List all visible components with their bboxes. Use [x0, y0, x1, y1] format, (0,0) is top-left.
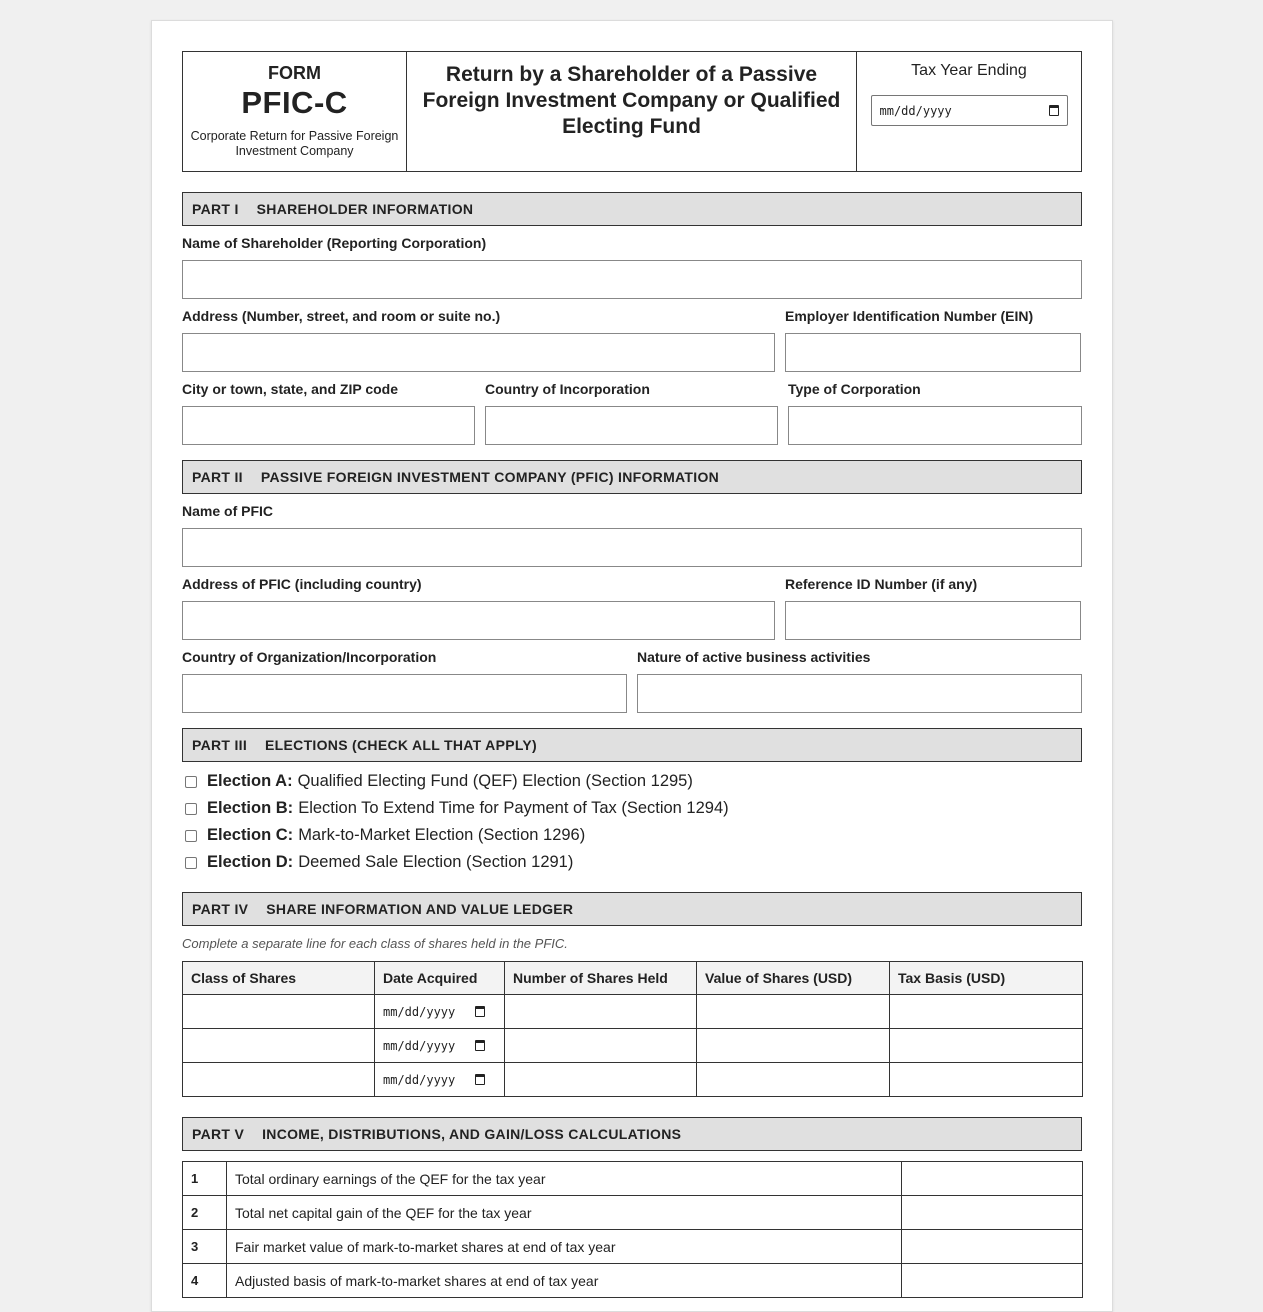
tax-basis-cell[interactable] — [890, 995, 1083, 1029]
line-amount-input[interactable] — [902, 1264, 1083, 1298]
tax-year-label: Tax Year Ending — [911, 62, 1027, 79]
form-subtitle: Corporate Return for Passive Foreign Investment Company — [190, 129, 399, 158]
ein-label: Employer Identification Number (EIN) — [785, 308, 1034, 324]
shares-held-cell[interactable] — [505, 995, 697, 1029]
city-input[interactable] — [182, 406, 475, 445]
date-acquired-cell — [375, 1029, 505, 1063]
date-placeholder: mm/dd/yyyy — [879, 103, 952, 118]
calculation-table — [182, 1161, 1083, 1298]
form-header — [182, 51, 1082, 172]
line-number: 2 — [183, 1196, 227, 1230]
table-row — [183, 995, 1083, 1029]
date-placeholder: mm/dd/yyyy — [383, 1038, 456, 1053]
reference-id-input[interactable] — [785, 601, 1081, 640]
country-incorporation-input[interactable] — [485, 406, 778, 445]
shareholder-address-label: Address (Number, street, and room or suite no.) — [182, 308, 501, 324]
election-c-checkbox[interactable] — [185, 830, 197, 842]
ein-input[interactable] — [785, 333, 1081, 372]
form-title-block — [407, 52, 857, 171]
table-row — [183, 1029, 1083, 1063]
pfic-country-input[interactable] — [182, 674, 627, 713]
election-key: Election C: — [207, 826, 294, 844]
class-of-shares-cell[interactable] — [183, 1029, 375, 1063]
part4-header — [182, 892, 1082, 926]
elections-list — [182, 768, 1082, 876]
election-text: Qualified Electing Fund (QEF) Election (Section 1295) — [297, 772, 693, 790]
line-description: Adjusted basis of mark-to-market shares at end of tax year — [227, 1264, 902, 1298]
pfic-address-label: Address of PFIC (including country) — [182, 576, 422, 592]
class-of-shares-cell[interactable] — [183, 1063, 375, 1097]
column-header: Tax Basis (USD) — [890, 962, 1083, 995]
pfic-country-label: Country of Organization/Incorporation — [182, 649, 437, 665]
form-sheet — [151, 20, 1113, 1312]
corporation-type-group — [788, 381, 1082, 445]
ein-group — [785, 308, 1081, 372]
part-title: ELECTIONS (CHECK ALL THAT APPLY) — [265, 737, 538, 753]
city-group — [182, 381, 475, 445]
form-body — [182, 51, 1082, 1289]
line-number: 3 — [183, 1230, 227, 1264]
business-activities-input[interactable] — [637, 674, 1082, 713]
election-c[interactable] — [182, 822, 1082, 849]
business-activities-group — [637, 649, 1082, 713]
part3-header — [182, 728, 1082, 762]
line-number: 4 — [183, 1264, 227, 1298]
shares-held-cell[interactable] — [505, 1029, 697, 1063]
election-d[interactable] — [182, 849, 1082, 876]
table-row — [183, 1162, 1083, 1196]
form-word: FORM — [268, 63, 321, 83]
date-placeholder: mm/dd/yyyy — [383, 1004, 456, 1019]
election-key: Election A: — [207, 772, 293, 790]
column-header: Number of Shares Held — [505, 962, 697, 995]
tax-year-date-input[interactable] — [871, 95, 1068, 126]
business-activities-label: Nature of active business activities — [637, 649, 871, 665]
shareholder-address-input[interactable] — [182, 333, 775, 372]
tax-basis-cell[interactable] — [890, 1063, 1083, 1097]
pfic-name-label: Name of PFIC — [182, 503, 274, 519]
table-row — [183, 1230, 1083, 1264]
corporation-type-input[interactable] — [788, 406, 1082, 445]
part-number: PART I — [192, 201, 239, 217]
election-text: Election To Extend Time for Payment of Tax (Section 1294) — [298, 799, 729, 817]
column-header: Date Acquired — [375, 962, 505, 995]
tax-year-block — [857, 52, 1081, 171]
table-row — [183, 1196, 1083, 1230]
election-text: Mark-to-Market Election (Section 1296) — [298, 826, 586, 844]
pfic-address-input[interactable] — [182, 601, 775, 640]
shares-value-cell[interactable] — [697, 1063, 890, 1097]
shareholder-address-group — [182, 308, 775, 372]
reference-id-label: Reference ID Number (if any) — [785, 576, 978, 592]
part-title: SHAREHOLDER INFORMATION — [256, 201, 474, 217]
election-a[interactable] — [182, 768, 1082, 795]
election-d-checkbox[interactable] — [185, 857, 197, 869]
column-header: Value of Shares (USD) — [697, 962, 890, 995]
city-label: City or town, state, and ZIP code — [182, 381, 398, 397]
class-of-shares-cell[interactable] — [183, 995, 375, 1029]
tax-basis-cell[interactable] — [890, 1029, 1083, 1063]
form-code: PFIC-C — [241, 85, 348, 120]
part-number: PART V — [192, 1126, 245, 1142]
election-a-checkbox[interactable] — [185, 776, 197, 788]
shares-value-cell[interactable] — [697, 1029, 890, 1063]
pfic-address-group — [182, 576, 775, 640]
share-ledger-table — [182, 961, 1083, 1097]
table-row — [183, 1264, 1083, 1298]
part-title: SHARE INFORMATION AND VALUE LEDGER — [266, 901, 574, 917]
calendar-icon[interactable] — [1049, 105, 1059, 116]
line-number: 1 — [183, 1162, 227, 1196]
part-title: PASSIVE FOREIGN INVESTMENT COMPANY (PFIC) INFORMATION — [260, 469, 720, 485]
date-acquired-cell — [375, 995, 505, 1029]
election-key: Election D: — [207, 853, 294, 871]
line-amount-input[interactable] — [902, 1230, 1083, 1264]
ledger-note: Complete a separate line for each class of shares held in the PFIC. — [182, 936, 568, 951]
election-b-checkbox[interactable] — [185, 803, 197, 815]
date-acquired-input[interactable] — [377, 1067, 491, 1093]
calendar-icon[interactable] — [475, 1040, 485, 1051]
date-acquired-input[interactable] — [377, 1033, 491, 1059]
line-amount-input[interactable] — [902, 1196, 1083, 1230]
pfic-country-group — [182, 649, 627, 713]
election-text: Deemed Sale Election (Section 1291) — [298, 853, 574, 871]
line-amount-input[interactable] — [902, 1162, 1083, 1196]
shares-value-cell[interactable] — [697, 995, 890, 1029]
part1-header — [182, 192, 1082, 226]
part2-header — [182, 460, 1082, 494]
date-placeholder: mm/dd/yyyy — [383, 1072, 456, 1087]
line-description: Total net capital gain of the QEF for the tax year — [227, 1196, 902, 1230]
shareholder-name-input[interactable] — [182, 260, 1082, 299]
country-incorporation-group — [485, 381, 778, 445]
part-number: PART III — [192, 737, 248, 753]
calendar-icon[interactable] — [475, 1074, 485, 1085]
shareholder-name-group — [182, 235, 1082, 299]
part-number: PART IV — [192, 901, 249, 917]
election-b[interactable] — [182, 795, 1082, 822]
line-description: Total ordinary earnings of the QEF for the tax year — [227, 1162, 902, 1196]
election-key: Election B: — [207, 799, 294, 817]
calendar-icon[interactable] — [475, 1006, 485, 1017]
table-row — [183, 1063, 1083, 1097]
line-description: Fair market value of mark-to-market shares at end of tax year — [227, 1230, 902, 1264]
pfic-name-input[interactable] — [182, 528, 1082, 567]
form-title: Return by a Shareholder of a Passive Foreign Investment Company or Qualified Electing Fund — [422, 63, 841, 138]
shareholder-name-label: Name of Shareholder (Reporting Corporation) — [182, 235, 487, 251]
part-number: PART II — [192, 469, 243, 485]
part5-header — [182, 1117, 1082, 1151]
date-acquired-input[interactable] — [377, 999, 491, 1025]
pfic-name-group — [182, 503, 1082, 567]
shares-held-cell[interactable] — [505, 1063, 697, 1097]
part-title: INCOME, DISTRIBUTIONS, AND GAIN/LOSS CALCULATIONS — [262, 1126, 682, 1142]
reference-id-group — [785, 576, 1081, 640]
column-header: Class of Shares — [183, 962, 375, 995]
country-incorporation-label: Country of Incorporation — [485, 381, 650, 397]
corporation-type-label: Type of Corporation — [788, 381, 921, 397]
form-id-block — [183, 52, 407, 171]
date-acquired-cell — [375, 1063, 505, 1097]
table-header-row — [183, 962, 1083, 995]
